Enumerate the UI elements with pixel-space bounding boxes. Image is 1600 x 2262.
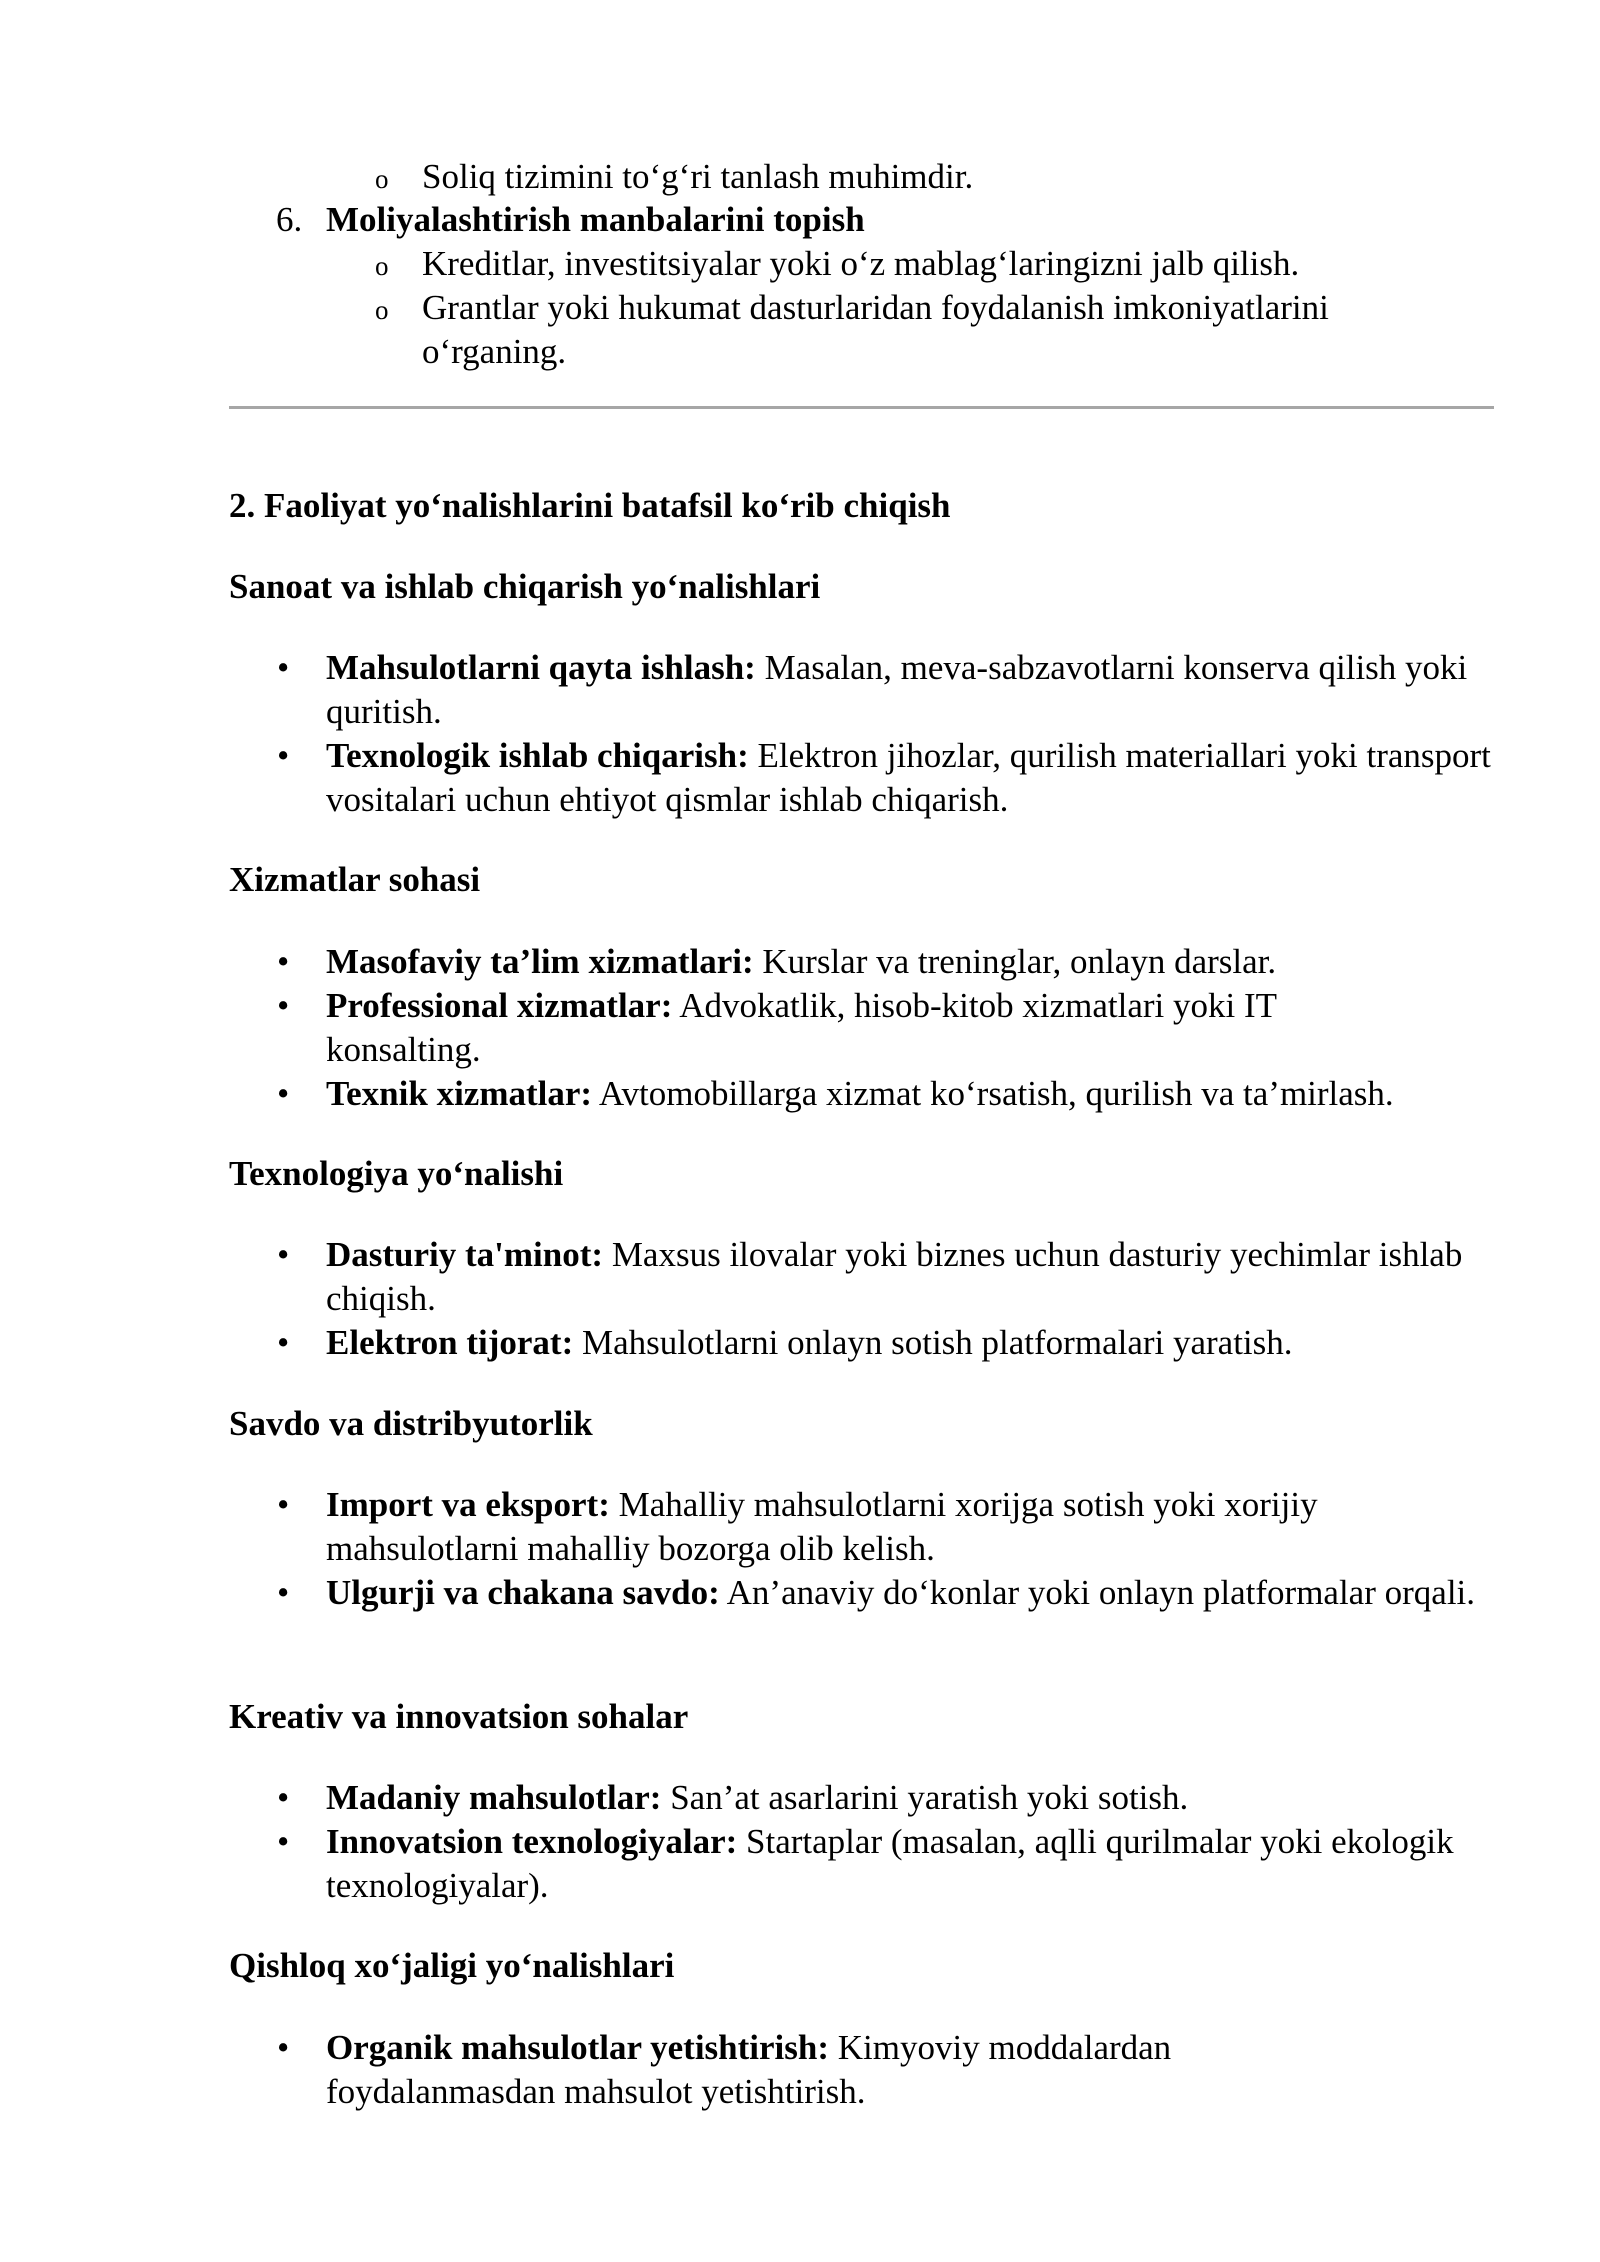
item-term: Import va eksport: [326,1485,610,1524]
item-text: Maxsus ilovalar yoki biznes uchun dasturiy yechimlar ishlab chiqish. [326,1235,1463,1318]
bullet-marker: • [277,986,290,1025]
sub-list-item [375,242,1502,286]
item-term: Texnologik ishlab chiqarish: [326,736,749,775]
item-text: Advokatlik, hisob-kitob xizmatlari yoki IT konsalting. [326,986,1277,1069]
list-item [277,1321,1506,1365]
bullet-marker: • [277,1074,290,1113]
bullet-marker: • [277,1235,290,1274]
item-text: Masalan, meva-sabzavotlarni konserva qilish yoki quritish. [326,648,1468,731]
item-term: Mahsulotlarni qayta ishlash: [326,648,756,687]
subsection-heading: Kreativ va innovatsion sohalar [229,1697,689,1736]
item-text: An’anaviy do‘konlar yoki onlayn platformalar orqali. [719,1573,1476,1612]
subsection-heading: Savdo va distribyutorlik [229,1404,593,1443]
numbered-list-item [276,198,1496,242]
list-item [277,1571,1516,1615]
sub-list-marker: o [375,251,389,281]
subsection-heading: Texnologiya yo‘nalishi [229,1154,564,1193]
item-text: Avtomobillarga xizmat ko‘rsatish, qurilish va ta’mirlash. [592,1074,1394,1113]
item-text: Kimyoviy moddalardan foydalanmasdan mahsulot yetishtirish. [326,2028,1172,2111]
sub-list-item-text: Soliq tizimini to‘g‘ri tanlash muhimdir. [422,157,974,196]
sub-list-marker: o [375,164,389,194]
item-text: Elektron jihozlar, qurilish materiallari yoki transport vositalari uchun ehtiyot qismlar ishlab chiqarish. [326,736,1491,819]
list-item [277,984,1376,1072]
item-term: Masofaviy ta’lim xizmatlari: [326,942,754,981]
list-item [277,1776,1506,1820]
item-term: Madaniy mahsulotlar: [326,1778,662,1817]
sub-list-item-text: Kreditlar, investitsiyalar yoki o‘z mablag‘laringizni jalb qilish. [422,244,1300,283]
item-text: Mahalliy mahsulotlarni xorijga sotish yoki xorijiy mahsulotlarni mahalliy bozorga olib kelish. [326,1485,1318,1568]
item-text: San’at asarlarini yaratish yoki sotish. [661,1778,1189,1817]
list-item [277,734,1496,822]
list-item [277,2026,1306,2114]
list-item [277,940,1506,984]
bullet-marker: • [277,1323,290,1362]
list-item [277,1233,1496,1321]
list-number: 6. [276,200,303,239]
item-text: Startaplar (masalan, aqlli qurilmalar yoki ekologik texnologiyalar). [326,1822,1454,1905]
subsection-heading: Qishloq xo‘jaligi yo‘nalishlari [229,1946,675,1985]
item-term: Texnik xizmatlar: [326,1074,593,1113]
sub-list-item [375,155,1502,199]
item-term: Professional xizmatlar: [326,986,673,1025]
list-item [277,1072,1556,1116]
bullet-marker: • [277,1573,290,1612]
sub-list-item-text: Grantlar yoki hukumat dasturlaridan foydalanish imkoniyatlarini o‘rganing. [422,288,1329,371]
bullet-marker: • [277,1485,290,1524]
item-term: Innovatsion texnologiyalar: [326,1822,738,1861]
horizontal-rule [229,406,1494,409]
bullet-marker: • [277,2028,290,2067]
sub-list-marker: o [375,295,389,325]
item-term: Ulgurji va chakana savdo: [326,1573,720,1612]
list-item [277,646,1506,734]
item-text: Mahsulotlarni onlayn sotish platformalari yaratish. [573,1323,1293,1362]
section-title: 2. Faoliyat yo‘nalishlarini batafsil ko‘rib chiqish [229,486,951,525]
numbered-item-title: Moliyalashtirish manbalarini topish [326,200,865,239]
subsection-heading: Xizmatlar sohasi [229,860,481,899]
item-term: Organik mahsulotlar yetishtirish: [326,2028,830,2067]
item-term: Elektron tijorat: [326,1323,574,1362]
bullet-marker: • [277,736,290,775]
list-item [277,1820,1466,1908]
bullet-marker: • [277,1778,290,1817]
list-item [277,1483,1456,1571]
sub-list-item [375,286,1422,374]
bullet-marker: • [277,1822,290,1861]
subsection-heading: Sanoat va ishlab chiqarish yo‘nalishlari [229,567,821,606]
bullet-marker: • [277,942,290,981]
item-text: Kurslar va treninglar, onlayn darslar. [753,942,1277,981]
bullet-marker: • [277,648,290,687]
item-term: Dasturiy ta'minot: [326,1235,604,1274]
